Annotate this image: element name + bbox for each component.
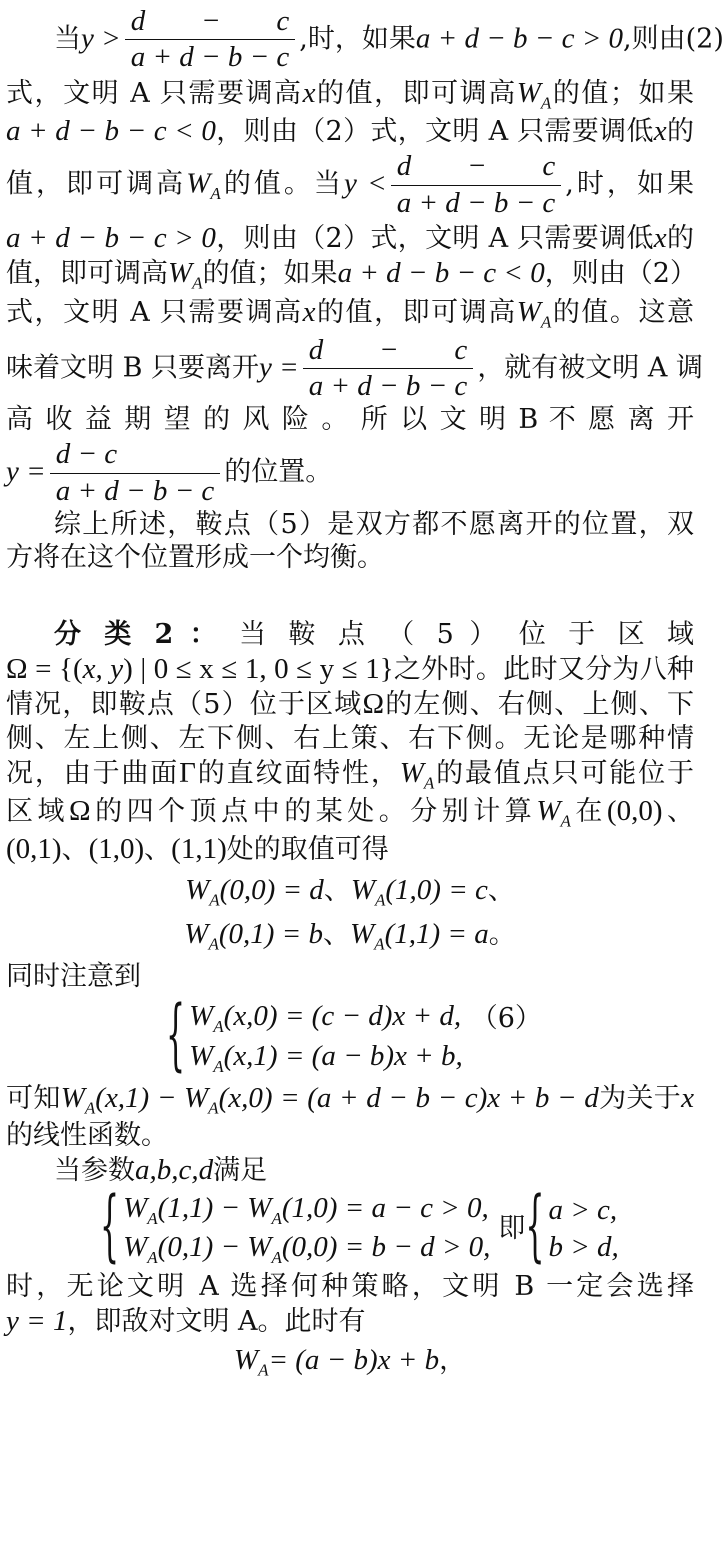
p6-line2: y = 1，即敌对文明 A。此时有 [6,1304,366,1337]
p1-line8: 味着文明 B 只要离开y = $\frac{d - c}{a + d - b - c}$ ，就有被文明 A 调 [6,333,694,405]
fraction: $\frac{d - c}{a + d - b - c}$ [125,4,296,76]
p1-line9: 高 收 益 期 望 的 风 险 。 所 以 文 明 B 不 愿 离 开 [6,404,694,436]
equation-tag: （6） [470,1003,542,1035]
p4-line1: 可知$W_A(x,1) - W_A(x,0) = (a + d - b - c)x + b - d$为关于x [6,1082,695,1118]
p1-line6: 值，即可调高$W_A$的值；如果a + d − b − c < 0，则由（2） [6,257,697,293]
p3-line6: 区域Ω的四个顶点中的某处。分别计算$W_A$在(0,0)、 [6,794,695,831]
p1-line4: 值，即可调高$W_A$的值。当y < $\frac{d - c}{a + d - b - c}$ ,时，如果 [6,149,694,221]
note-line: 同时注意到 [6,961,141,993]
p3-line3: 情况，即鞍点（5）位于区域Ω的左侧、右侧、上侧、下 [6,688,694,721]
equation-wa: $W_A= (a - b)x + b$， [233,1344,467,1380]
p3-line4: 侧、左上侧、左下侧、右上策、右下侧。无论是哪种情 [6,722,694,754]
section-gap [6,575,694,619]
p4-line2: 的线性函数。 [6,1119,168,1151]
p3-line1: 分 类 2 ： 当 鞍 点 （ 5 ） 位 于 区 域 [54,618,694,650]
equation-values-2: $W_A(0,1) = b$、$W_A(1,1) = a$。 [184,918,516,954]
p1-line1: 当y > $\frac{d - c}{a + d - b - c}$ ,时，如果a + d − b − c > 0,则由(2) [6,4,694,76]
p1-line3: a + d − b − c < 0，则由（2）式，文明 A 只需要调低x的 [6,114,695,147]
p3-line7: (0,1)、(1,0)、(1,1)处的取值可得 [6,832,389,865]
equation-values-1: $W_A(0,0) = d$、$W_A(1,0) = c$、 [185,874,515,910]
p1-line7: 式，文明 A 只需要调高x的值，即可调高$W_A$的值。这意 [6,295,694,331]
p1-line10: y = $\frac{d - c}{a + d - b - c}$ 的位置。 [6,437,694,509]
p3-line5: 况，由于曲面Γ的直纹面特性，$W_A$的最值点只可能位于 [6,756,695,792]
equation-system-6: { $W_A(x,0) = (c - d)x + d$, $W_A(x,1) = (a - b)x + b$, （6） [6,998,694,1077]
left-brace: { [166,990,186,1082]
equation-system-conditions: { $W_A(1,1) - W_A(1,0) = a - c > 0$, $W_A(0,1) - W_A(0,0) = b - d > 0$, 即 { a > c, b > d, [6,1190,694,1269]
p6-line1: 时，无论文明 A 选择何种策略，文明 B 一定会选择 [6,1271,694,1302]
fraction: $\frac{d - c}{a + d - b - c}$ [391,149,562,221]
left-brace: { [525,1181,545,1273]
p2-line1: 综上所述，鞍点（5）是双方都不愿离开的位置，双 [54,509,694,541]
fraction: $\frac{d - c}{a + d - b - c}$ [50,437,221,509]
p2-line2: 方将在这个位置形成一个均衡。 [6,542,384,573]
p1-line2: 式，文明 A 只需要调高x的值，即可调高$W_A$的值；如果 [6,76,694,113]
p3-line2: Ω = {(x, y) | 0 ≤ x ≤ 1, 0 ≤ y ≤ 1}之外时。此时又分为八种 [6,652,695,685]
left-brace: { [100,1181,120,1273]
p5-line1: 当参数a,b,c,d满足 [54,1153,268,1186]
p1-line5: a + d − b − c > 0，则由（2）式，文明 A 只需要调低x的 [6,222,695,254]
fraction: $\frac{d - c}{a + d - b - c}$ [303,333,474,405]
